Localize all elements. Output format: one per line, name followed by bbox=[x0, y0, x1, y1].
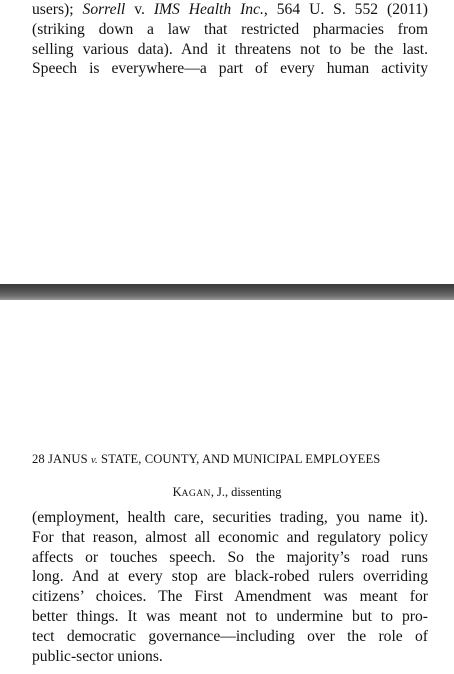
top-line-4: Speech is everywhere—a part of every human activity bbox=[32, 60, 428, 78]
case-name-sorrell: Sorrell bbox=[82, 1, 126, 18]
top-line-1 bbox=[32, 0, 428, 20]
bottom-line-1: (employment, health care, securities trading, you name it). bbox=[32, 509, 428, 526]
page-number: 28 bbox=[32, 452, 45, 466]
case-citation: 564 U. S. 552 (2011) bbox=[267, 1, 428, 18]
bottom-line-8: public-sector unions. bbox=[32, 647, 163, 665]
bottom-line-6: better things. It was meant not to undermine but to pro- bbox=[32, 607, 428, 625]
author-initial: K bbox=[172, 485, 182, 499]
author-name-rest: AGAN bbox=[181, 488, 211, 499]
page-separator bbox=[0, 284, 454, 300]
bottom-line-4: long. And at every stop are black-robed rulers overriding bbox=[32, 568, 428, 586]
top-line-2: (striking down a law that restricted pharmacies from bbox=[32, 20, 428, 38]
running-head bbox=[32, 452, 432, 467]
bottom-line-3: affects or touches speech. So the majority’s road runs bbox=[32, 548, 428, 566]
case-name-ims-health: IMS Health Inc., bbox=[153, 1, 268, 18]
bottom-page-paragraph bbox=[32, 508, 428, 666]
running-head-versus: v. bbox=[91, 455, 98, 466]
case-versus: v. bbox=[125, 1, 154, 18]
author-suffix: , J., dissenting bbox=[210, 485, 282, 499]
top-page-paragraph bbox=[32, 0, 428, 79]
opinion-author-heading bbox=[0, 485, 454, 500]
top-line-3: selling various data). And it threatens not to be the last. bbox=[32, 40, 428, 58]
case-party-1: JANUS bbox=[48, 452, 88, 466]
bottom-line-5: citizens’ choices. The First Amendment was meant for bbox=[32, 588, 428, 606]
case-party-2: STATE, COUNTY, AND MUNICIPAL EMPLOYEES bbox=[100, 452, 381, 466]
bottom-line-7: tect democratic governance—including over the role of bbox=[32, 627, 428, 645]
top-line-1-text: users); bbox=[32, 1, 83, 18]
bottom-line-2: For that reason, almost all economic and regulatory policy bbox=[32, 528, 428, 546]
